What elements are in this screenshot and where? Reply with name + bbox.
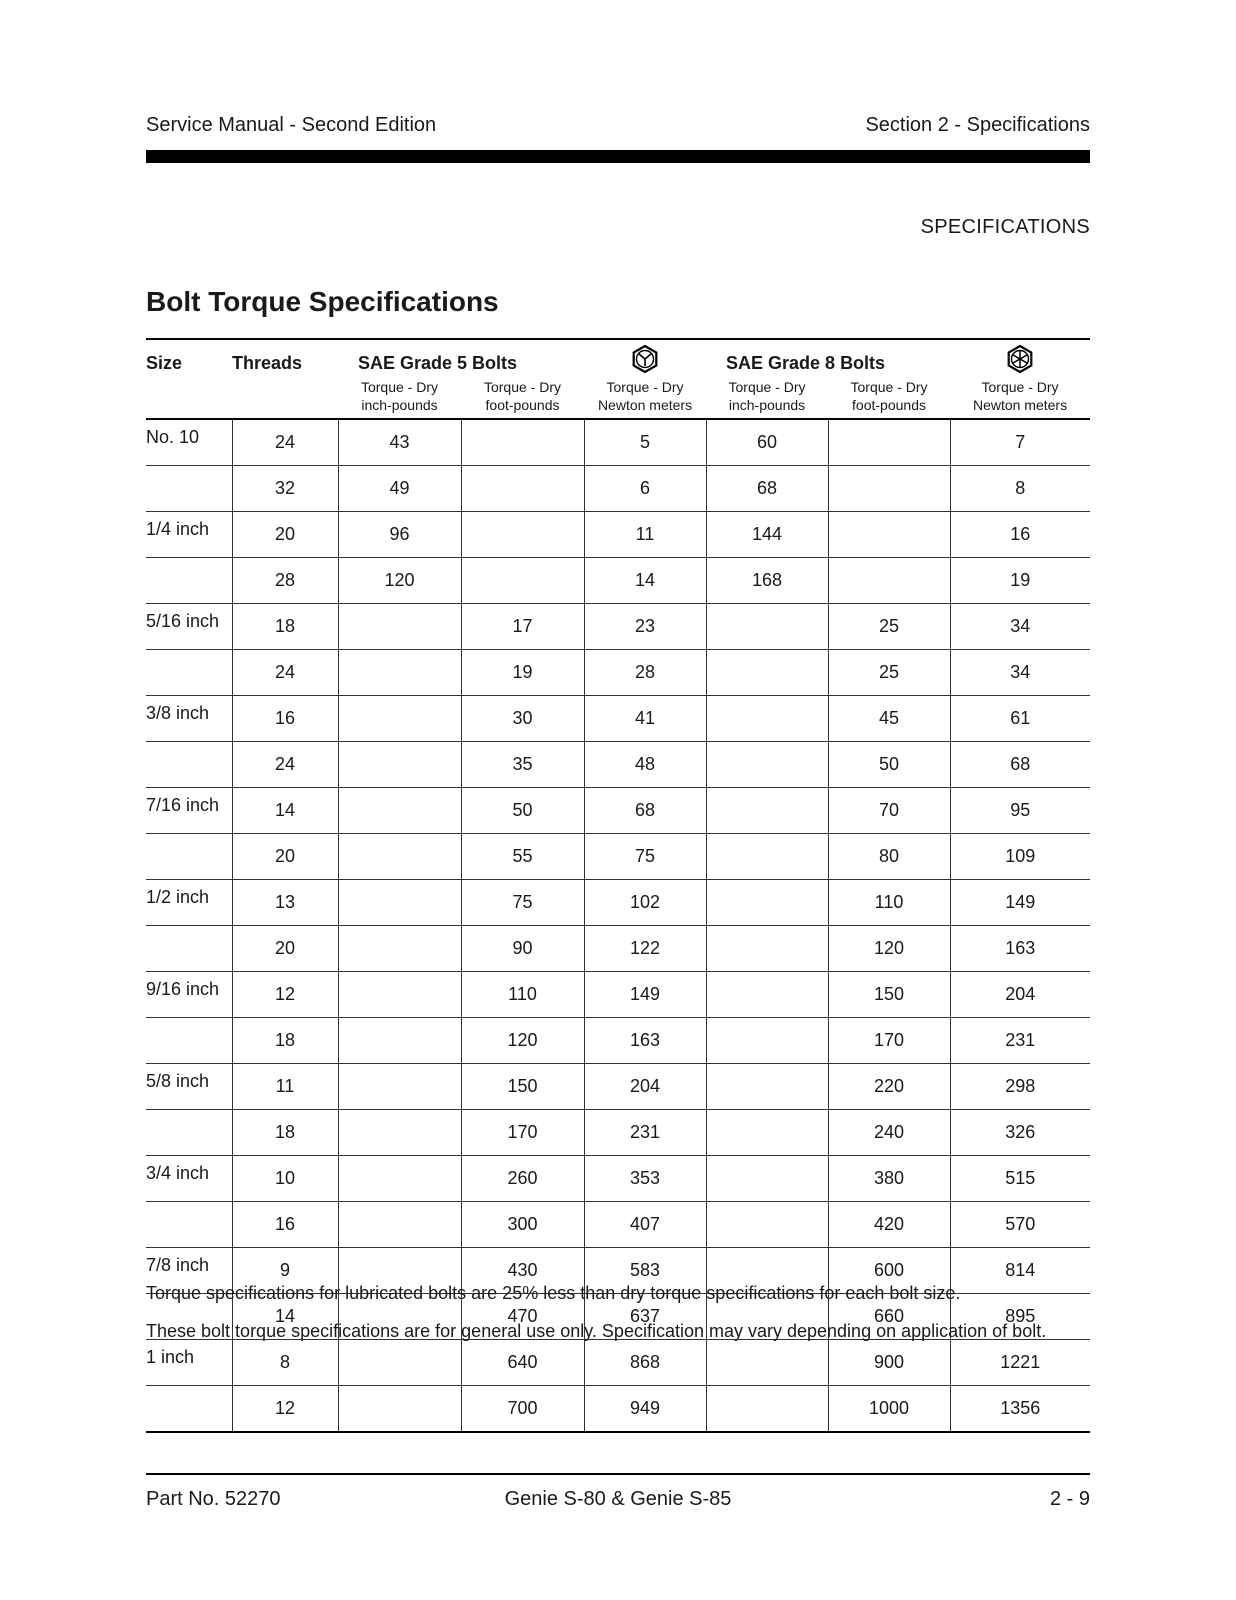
cell-g5-in-lb [338,1202,461,1248]
cell-g8-in-lb [706,742,828,788]
cell-g5-ft-lb: 640 [461,1340,584,1386]
cell-g5-ft-lb: 150 [461,1064,584,1110]
cell-threads: 20 [232,512,338,558]
cell-g5-in-lb [338,604,461,650]
cell-g8-nm: 95 [950,788,1090,834]
cell-size [146,558,232,604]
subhead-g8-ft-lb-1: Torque - Dry [850,378,928,395]
cell-size: No. 10 [146,419,232,466]
cell-g5-ft-lb: 170 [461,1110,584,1156]
cell-g8-nm: 16 [950,512,1090,558]
cell-size [146,466,232,512]
cell-g8-in-lb [706,880,828,926]
cell-g5-nm: 149 [584,972,706,1018]
header-manual-title: Service Manual - Second Edition [146,114,437,136]
note-general-use: These bolt torque specifications are for general use only. Specification may vary depending on application of bolt. [146,1321,1047,1341]
table-row [146,512,1090,558]
cell-g8-ft-lb: 25 [828,604,950,650]
cell-g8-nm: 570 [950,1202,1090,1248]
cell-threads: 14 [232,1294,338,1340]
cell-g8-ft-lb: 70 [828,788,950,834]
table-row [146,650,1090,696]
cell-g5-ft-lb: 75 [461,880,584,926]
table-row [146,1156,1090,1202]
table-row [146,742,1090,788]
cell-g8-ft-lb [828,466,950,512]
cell-g5-in-lb [338,788,461,834]
cell-g8-in-lb [706,1340,828,1386]
cell-g5-ft-lb: 470 [461,1294,584,1340]
cell-g8-ft-lb: 110 [828,880,950,926]
cell-g8-ft-lb: 1000 [828,1386,950,1433]
page-title: Bolt Torque Specifications [146,286,499,317]
cell-threads: 14 [232,788,338,834]
col-header-grade8: SAE Grade 8 Bolts [706,339,950,376]
footer-part-number: Part No. 52270 [146,1488,281,1510]
cell-g5-nm: 868 [584,1340,706,1386]
cell-g5-in-lb [338,834,461,880]
subhead-g5-ft-lb-1: Torque - Dry [483,378,562,395]
cell-threads: 32 [232,466,338,512]
cell-size [146,1018,232,1064]
table-row [146,972,1090,1018]
cell-g5-nm: 23 [584,604,706,650]
cell-g8-nm: 7 [950,419,1090,466]
cell-g5-nm: 353 [584,1156,706,1202]
cell-size: 3/4 inch [146,1156,232,1202]
cell-size: 1/2 inch [146,880,232,926]
cell-threads: 18 [232,604,338,650]
cell-g8-in-lb [706,604,828,650]
section-label: SPECIFICATIONS [920,216,1090,238]
cell-g8-in-lb: 168 [706,558,828,604]
subhead-g5-nm-1: Torque - Dry [606,378,684,395]
table-row [146,466,1090,512]
cell-threads: 16 [232,1202,338,1248]
subhead-g5-nm-2: Newton meters [584,397,706,419]
cell-g5-ft-lb: 30 [461,696,584,742]
cell-g5-in-lb [338,650,461,696]
cell-g5-nm: 5 [584,419,706,466]
cell-g8-ft-lb [828,558,950,604]
cell-size [146,1386,232,1433]
subhead-g8-nm-1: Torque - Dry [981,378,1059,395]
cell-g8-in-lb [706,788,828,834]
table-row [146,1202,1090,1248]
cell-g5-ft-lb: 120 [461,1018,584,1064]
cell-g5-in-lb [338,1156,461,1202]
grade-5-bolt-head-icon [630,344,660,374]
table-row [146,834,1090,880]
cell-g8-ft-lb: 50 [828,742,950,788]
cell-g5-nm: 11 [584,512,706,558]
cell-g5-in-lb [338,1340,461,1386]
cell-g8-nm: 1356 [950,1386,1090,1433]
cell-g5-in-lb [338,1018,461,1064]
cell-size: 7/8 inch [146,1248,232,1294]
cell-threads: 24 [232,742,338,788]
cell-g5-in-lb: 120 [338,558,461,604]
cell-g5-nm: 48 [584,742,706,788]
table-row [146,696,1090,742]
cell-threads: 12 [232,1386,338,1433]
table-row [146,1110,1090,1156]
table-row [146,1018,1090,1064]
table-row [146,558,1090,604]
cell-size [146,742,232,788]
cell-g8-in-lb: 144 [706,512,828,558]
subhead-g8-ft-lb-2: foot-pounds [828,397,950,419]
cell-g8-nm: 1221 [950,1340,1090,1386]
cell-g5-nm: 583 [584,1248,706,1294]
cell-size [146,1202,232,1248]
cell-size: 1 inch [146,1340,232,1386]
table-row [146,419,1090,466]
cell-g5-nm: 163 [584,1018,706,1064]
cell-g8-nm: 61 [950,696,1090,742]
cell-g5-nm: 14 [584,558,706,604]
cell-g5-nm: 231 [584,1110,706,1156]
table-row [146,788,1090,834]
cell-g8-in-lb: 68 [706,466,828,512]
cell-g5-nm: 204 [584,1064,706,1110]
cell-threads: 20 [232,926,338,972]
cell-g8-in-lb [706,834,828,880]
cell-g5-in-lb [338,1110,461,1156]
cell-g8-in-lb [706,926,828,972]
table-body [146,419,1090,1432]
cell-threads: 16 [232,696,338,742]
cell-g5-in-lb [338,742,461,788]
cell-g5-nm: 75 [584,834,706,880]
cell-g8-in-lb [706,1110,828,1156]
cell-g8-in-lb [706,972,828,1018]
cell-g8-ft-lb [828,512,950,558]
cell-g5-nm: 122 [584,926,706,972]
bolt-torque-table [146,338,1090,1433]
cell-g5-nm: 68 [584,788,706,834]
cell-g5-ft-lb: 17 [461,604,584,650]
cell-g8-ft-lb: 900 [828,1340,950,1386]
cell-threads: 12 [232,972,338,1018]
cell-g8-in-lb [706,1156,828,1202]
cell-g5-nm: 6 [584,466,706,512]
subhead-g8-in-lb-1: Torque - Dry [728,378,806,395]
cell-g8-nm: 149 [950,880,1090,926]
cell-g5-nm: 28 [584,650,706,696]
cell-threads: 18 [232,1110,338,1156]
cell-g8-nm: 895 [950,1294,1090,1340]
cell-g5-ft-lb: 35 [461,742,584,788]
cell-g8-nm: 298 [950,1064,1090,1110]
cell-g8-nm: 34 [950,604,1090,650]
cell-g8-ft-lb: 660 [828,1294,950,1340]
bolt-torque-table-container [146,338,1090,1433]
cell-g5-ft-lb: 430 [461,1248,584,1294]
table-row [146,880,1090,926]
cell-size [146,834,232,880]
cell-threads: 24 [232,419,338,466]
cell-g5-ft-lb: 110 [461,972,584,1018]
cell-g8-ft-lb: 600 [828,1248,950,1294]
cell-g5-in-lb [338,1064,461,1110]
cell-g8-ft-lb: 170 [828,1018,950,1064]
cell-g8-ft-lb: 120 [828,926,950,972]
subhead-g5-ft-lb-2: foot-pounds [461,397,584,419]
cell-threads: 18 [232,1018,338,1064]
table-row [146,1386,1090,1433]
footer-page-number: 2 - 9 [1049,1488,1090,1510]
cell-g8-nm: 163 [950,926,1090,972]
cell-threads: 20 [232,834,338,880]
col-header-grade5: SAE Grade 5 Bolts [338,339,584,376]
cell-size: 3/8 inch [146,696,232,742]
cell-threads: 11 [232,1064,338,1110]
cell-threads: 13 [232,880,338,926]
cell-threads: 24 [232,650,338,696]
cell-g5-nm: 637 [584,1294,706,1340]
cell-g8-ft-lb: 25 [828,650,950,696]
cell-g5-ft-lb: 700 [461,1386,584,1433]
table-row [146,1340,1090,1386]
cell-size: 7/16 inch [146,788,232,834]
grade-8-bolt-head-icon [1005,344,1035,374]
cell-g5-ft-lb: 50 [461,788,584,834]
cell-g5-in-lb [338,880,461,926]
cell-g5-in-lb: 43 [338,419,461,466]
cell-g5-nm: 949 [584,1386,706,1433]
footer-rule [146,1473,1090,1475]
cell-g5-in-lb: 96 [338,512,461,558]
cell-g8-nm: 19 [950,558,1090,604]
subhead-g8-in-lb-2: inch-pounds [706,397,828,419]
cell-g8-nm: 231 [950,1018,1090,1064]
cell-g8-nm: 326 [950,1110,1090,1156]
cell-g8-nm: 814 [950,1248,1090,1294]
cell-g8-ft-lb: 150 [828,972,950,1018]
cell-g5-ft-lb [461,512,584,558]
cell-g5-ft-lb [461,419,584,466]
cell-g8-ft-lb: 420 [828,1202,950,1248]
subhead-g5-in-lb-1: Torque - Dry [360,378,439,395]
cell-g5-ft-lb: 90 [461,926,584,972]
col-header-size: Size [146,339,232,376]
cell-threads: 10 [232,1156,338,1202]
cell-g5-ft-lb: 55 [461,834,584,880]
cell-g8-ft-lb: 220 [828,1064,950,1110]
cell-g5-ft-lb: 300 [461,1202,584,1248]
cell-g8-in-lb [706,1386,828,1433]
footer-model: Genie S-80 & Genie S-85 [504,1488,732,1510]
cell-size: 1/4 inch [146,512,232,558]
cell-g8-ft-lb: 380 [828,1156,950,1202]
cell-g8-ft-lb: 80 [828,834,950,880]
cell-size: 5/8 inch [146,1064,232,1110]
cell-g8-in-lb: 60 [706,419,828,466]
cell-g8-nm: 34 [950,650,1090,696]
cell-threads: 9 [232,1248,338,1294]
note-lubricated: Torque specifications for lubricated bolts are 25% less than dry torque specifications for each bolt size. [146,1283,961,1303]
cell-g8-nm: 8 [950,466,1090,512]
cell-g8-nm: 204 [950,972,1090,1018]
cell-g8-in-lb [706,696,828,742]
cell-g5-ft-lb [461,558,584,604]
cell-threads: 8 [232,1340,338,1386]
cell-size [146,926,232,972]
cell-g5-nm: 407 [584,1202,706,1248]
cell-g8-ft-lb [828,419,950,466]
cell-size: 5/16 inch [146,604,232,650]
cell-g5-in-lb [338,972,461,1018]
cell-g8-in-lb [706,1064,828,1110]
cell-g8-in-lb [706,1018,828,1064]
cell-g5-in-lb [338,926,461,972]
cell-g5-in-lb [338,1386,461,1433]
cell-g5-ft-lb: 19 [461,650,584,696]
cell-g5-nm: 102 [584,880,706,926]
cell-g8-ft-lb: 240 [828,1110,950,1156]
cell-g5-ft-lb [461,466,584,512]
cell-g5-in-lb: 49 [338,466,461,512]
cell-g8-ft-lb: 45 [828,696,950,742]
subhead-g8-nm-2: Newton meters [950,397,1090,419]
table-row [146,926,1090,972]
table-row [146,1064,1090,1110]
cell-g8-in-lb [706,650,828,696]
cell-size [146,1110,232,1156]
cell-g5-in-lb [338,696,461,742]
subhead-g5-in-lb-2: inch-pounds [338,397,461,419]
cell-g8-nm: 109 [950,834,1090,880]
cell-g8-in-lb [706,1202,828,1248]
cell-g5-ft-lb: 260 [461,1156,584,1202]
header-section-title: Section 2 - Specifications [865,114,1090,136]
table-row [146,604,1090,650]
cell-g5-nm: 41 [584,696,706,742]
cell-size: 9/16 inch [146,972,232,1018]
cell-g8-nm: 515 [950,1156,1090,1202]
cell-size [146,650,232,696]
cell-threads: 28 [232,558,338,604]
cell-g8-nm: 68 [950,742,1090,788]
header-rule [146,150,1090,163]
col-header-threads: Threads [232,339,338,376]
